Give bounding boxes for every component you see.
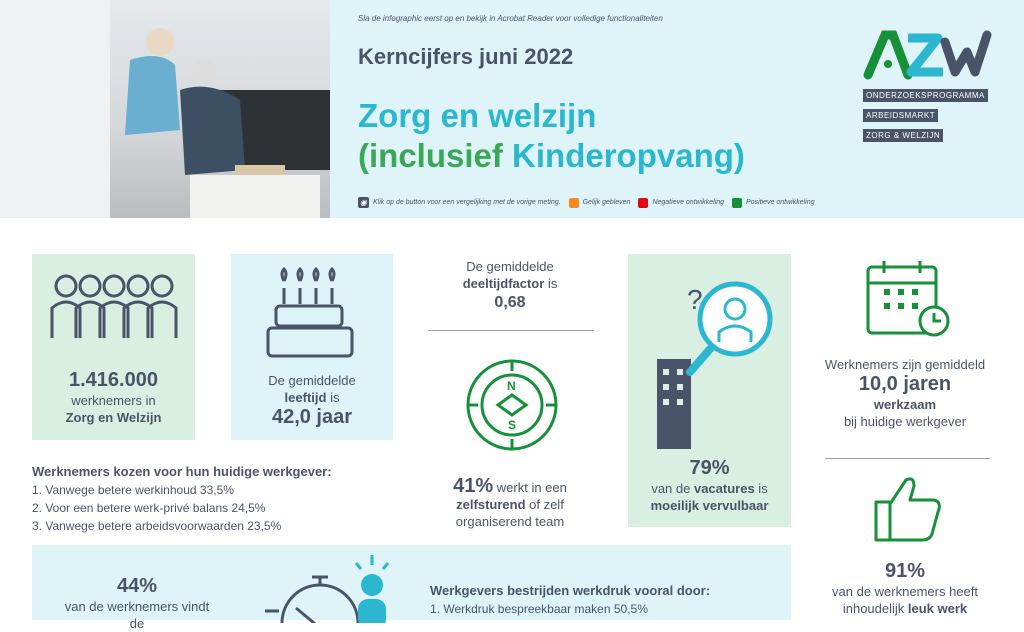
vacancies-value: 79% — [689, 457, 730, 479]
eye-button-icon[interactable]: ◉ — [358, 197, 369, 208]
svg-text:?: ? — [686, 284, 703, 315]
tenure-label: Werknemers zijn gemiddeld — [824, 357, 986, 372]
selfsteering-text3: organiserend team — [455, 514, 565, 529]
divider — [825, 458, 990, 459]
legend-label: Positieve ontwikkeling — [746, 199, 815, 206]
list-item: 2. Voor een betere werk-privé balans 24,5% — [32, 501, 266, 515]
selfsteering-text: werkt in een — [493, 480, 567, 495]
parttime-keyword: deeltijdfactor — [462, 276, 545, 291]
people-group-icon — [44, 268, 184, 358]
divider — [428, 330, 594, 331]
save-note: Sla de infographic eerst op en bekijk in Acrobat Reader voor volledige functionaliteiten — [358, 14, 663, 23]
birthday-cake-icon — [262, 266, 362, 361]
age-is: is — [326, 390, 340, 405]
workers-panel — [32, 254, 195, 440]
enjoy-value: 91% — [884, 560, 926, 582]
vacancies-panel — [628, 254, 791, 527]
list-item: 3. Vanwege betere arbeidsvoorwaarden 23,5% — [32, 519, 282, 533]
tenure-text: bij huidige werkgever — [843, 414, 967, 429]
enjoy-text: van de werknemers heeft — [832, 584, 978, 599]
enjoy-keyword: leuk werk — [907, 601, 968, 616]
azw-logo — [863, 30, 993, 145]
parttime-stat — [425, 258, 595, 311]
workers-label: werknemers in — [71, 393, 156, 408]
legend-label: Gelijk gebleven — [582, 199, 631, 206]
workload-text: van de werknemers vindt de — [64, 599, 210, 631]
subtitle-inclusief: (inclusief — [358, 137, 513, 174]
age-panel — [231, 254, 393, 440]
parttime-is: is — [544, 276, 558, 291]
tenure-value: 10,0 jaren — [858, 373, 952, 395]
list-item: 1. Vanwege betere werkinhoud 33,5% — [32, 483, 234, 497]
subtitle-kinderopvang: Kinderopvang) — [512, 137, 745, 174]
vacancies-keyword: vacatures — [693, 481, 755, 496]
svg-text:S: S — [508, 418, 517, 432]
selfsteering-value: 41% — [453, 475, 494, 497]
building-search-icon — [635, 264, 785, 454]
legend-swatch-green — [732, 198, 742, 208]
azw-logo-mark — [863, 30, 993, 80]
age-value: 42,0 jaar — [271, 406, 353, 428]
thumbs-up-icon — [870, 470, 945, 550]
legend-eye-text: Klik op de button voor een vergelijking met de vorige meting. — [373, 199, 561, 206]
subtitle-line-1: Zorg en welzijn — [358, 97, 597, 134]
vacancies-is: is — [754, 481, 768, 496]
compass-icon — [462, 355, 562, 460]
logo-line: ZORG & WELZIJN — [863, 129, 943, 142]
subtitle-line-2 — [358, 136, 745, 176]
employer-choice-list — [32, 464, 332, 535]
workload-value: 44% — [116, 575, 158, 597]
workers-value: 1.416.000 — [69, 369, 158, 391]
employer-choice-title: Werknemers kozen voor hun huidige werkgever: — [32, 464, 332, 479]
list-item: 1. Werkdruk bespreekbaar maken 50,5% — [430, 602, 648, 616]
page-subtitle — [358, 96, 745, 176]
workload-measures — [430, 583, 710, 618]
selfsteering-keyword: zelfsturend — [456, 497, 526, 512]
logo-line: ARBEIDSMARKT — [863, 109, 938, 122]
parttime-label: De gemiddelde — [466, 259, 554, 274]
caregiver-photo-illustration — [0, 0, 330, 218]
header-photo — [0, 0, 330, 218]
selfsteering-text2: of zelf — [525, 497, 564, 512]
age-keyword: leeftijd — [284, 390, 327, 405]
page-title: Kerncijfers juni 2022 — [358, 44, 574, 69]
workload-measures-title: Werkgevers bestrijden werkdruk vooral door: — [430, 583, 711, 598]
parttime-value: 0,68 — [494, 294, 526, 311]
age-label: De gemiddelde — [268, 373, 356, 388]
vacancies-text: van de — [651, 481, 694, 496]
header-banner — [330, 0, 1024, 218]
legend — [358, 197, 815, 208]
vacancies-hard-to-fill: moeilijk vervulbaar — [650, 498, 769, 513]
legend-swatch-orange — [569, 198, 579, 208]
workers-sector: Zorg en Welzijn — [65, 410, 162, 425]
workload-panel — [32, 545, 791, 631]
tenure-stat — [815, 356, 995, 430]
workload-stat — [62, 575, 212, 632]
stopwatch-person-icon — [260, 553, 400, 628]
logo-line: ONDERZOEKSPROGRAMMA — [863, 89, 988, 102]
enjoy-stat — [815, 560, 995, 617]
selfsteering-stat — [425, 475, 595, 530]
enjoy-text2: inhoudelijk — [842, 601, 908, 616]
tenure-keyword: werkzaam — [873, 397, 937, 412]
legend-label: Negatieve ontwikkeling — [652, 199, 725, 206]
svg-text:N: N — [507, 379, 516, 393]
calendar-clock-icon — [862, 257, 957, 347]
legend-swatch-red — [638, 198, 648, 208]
